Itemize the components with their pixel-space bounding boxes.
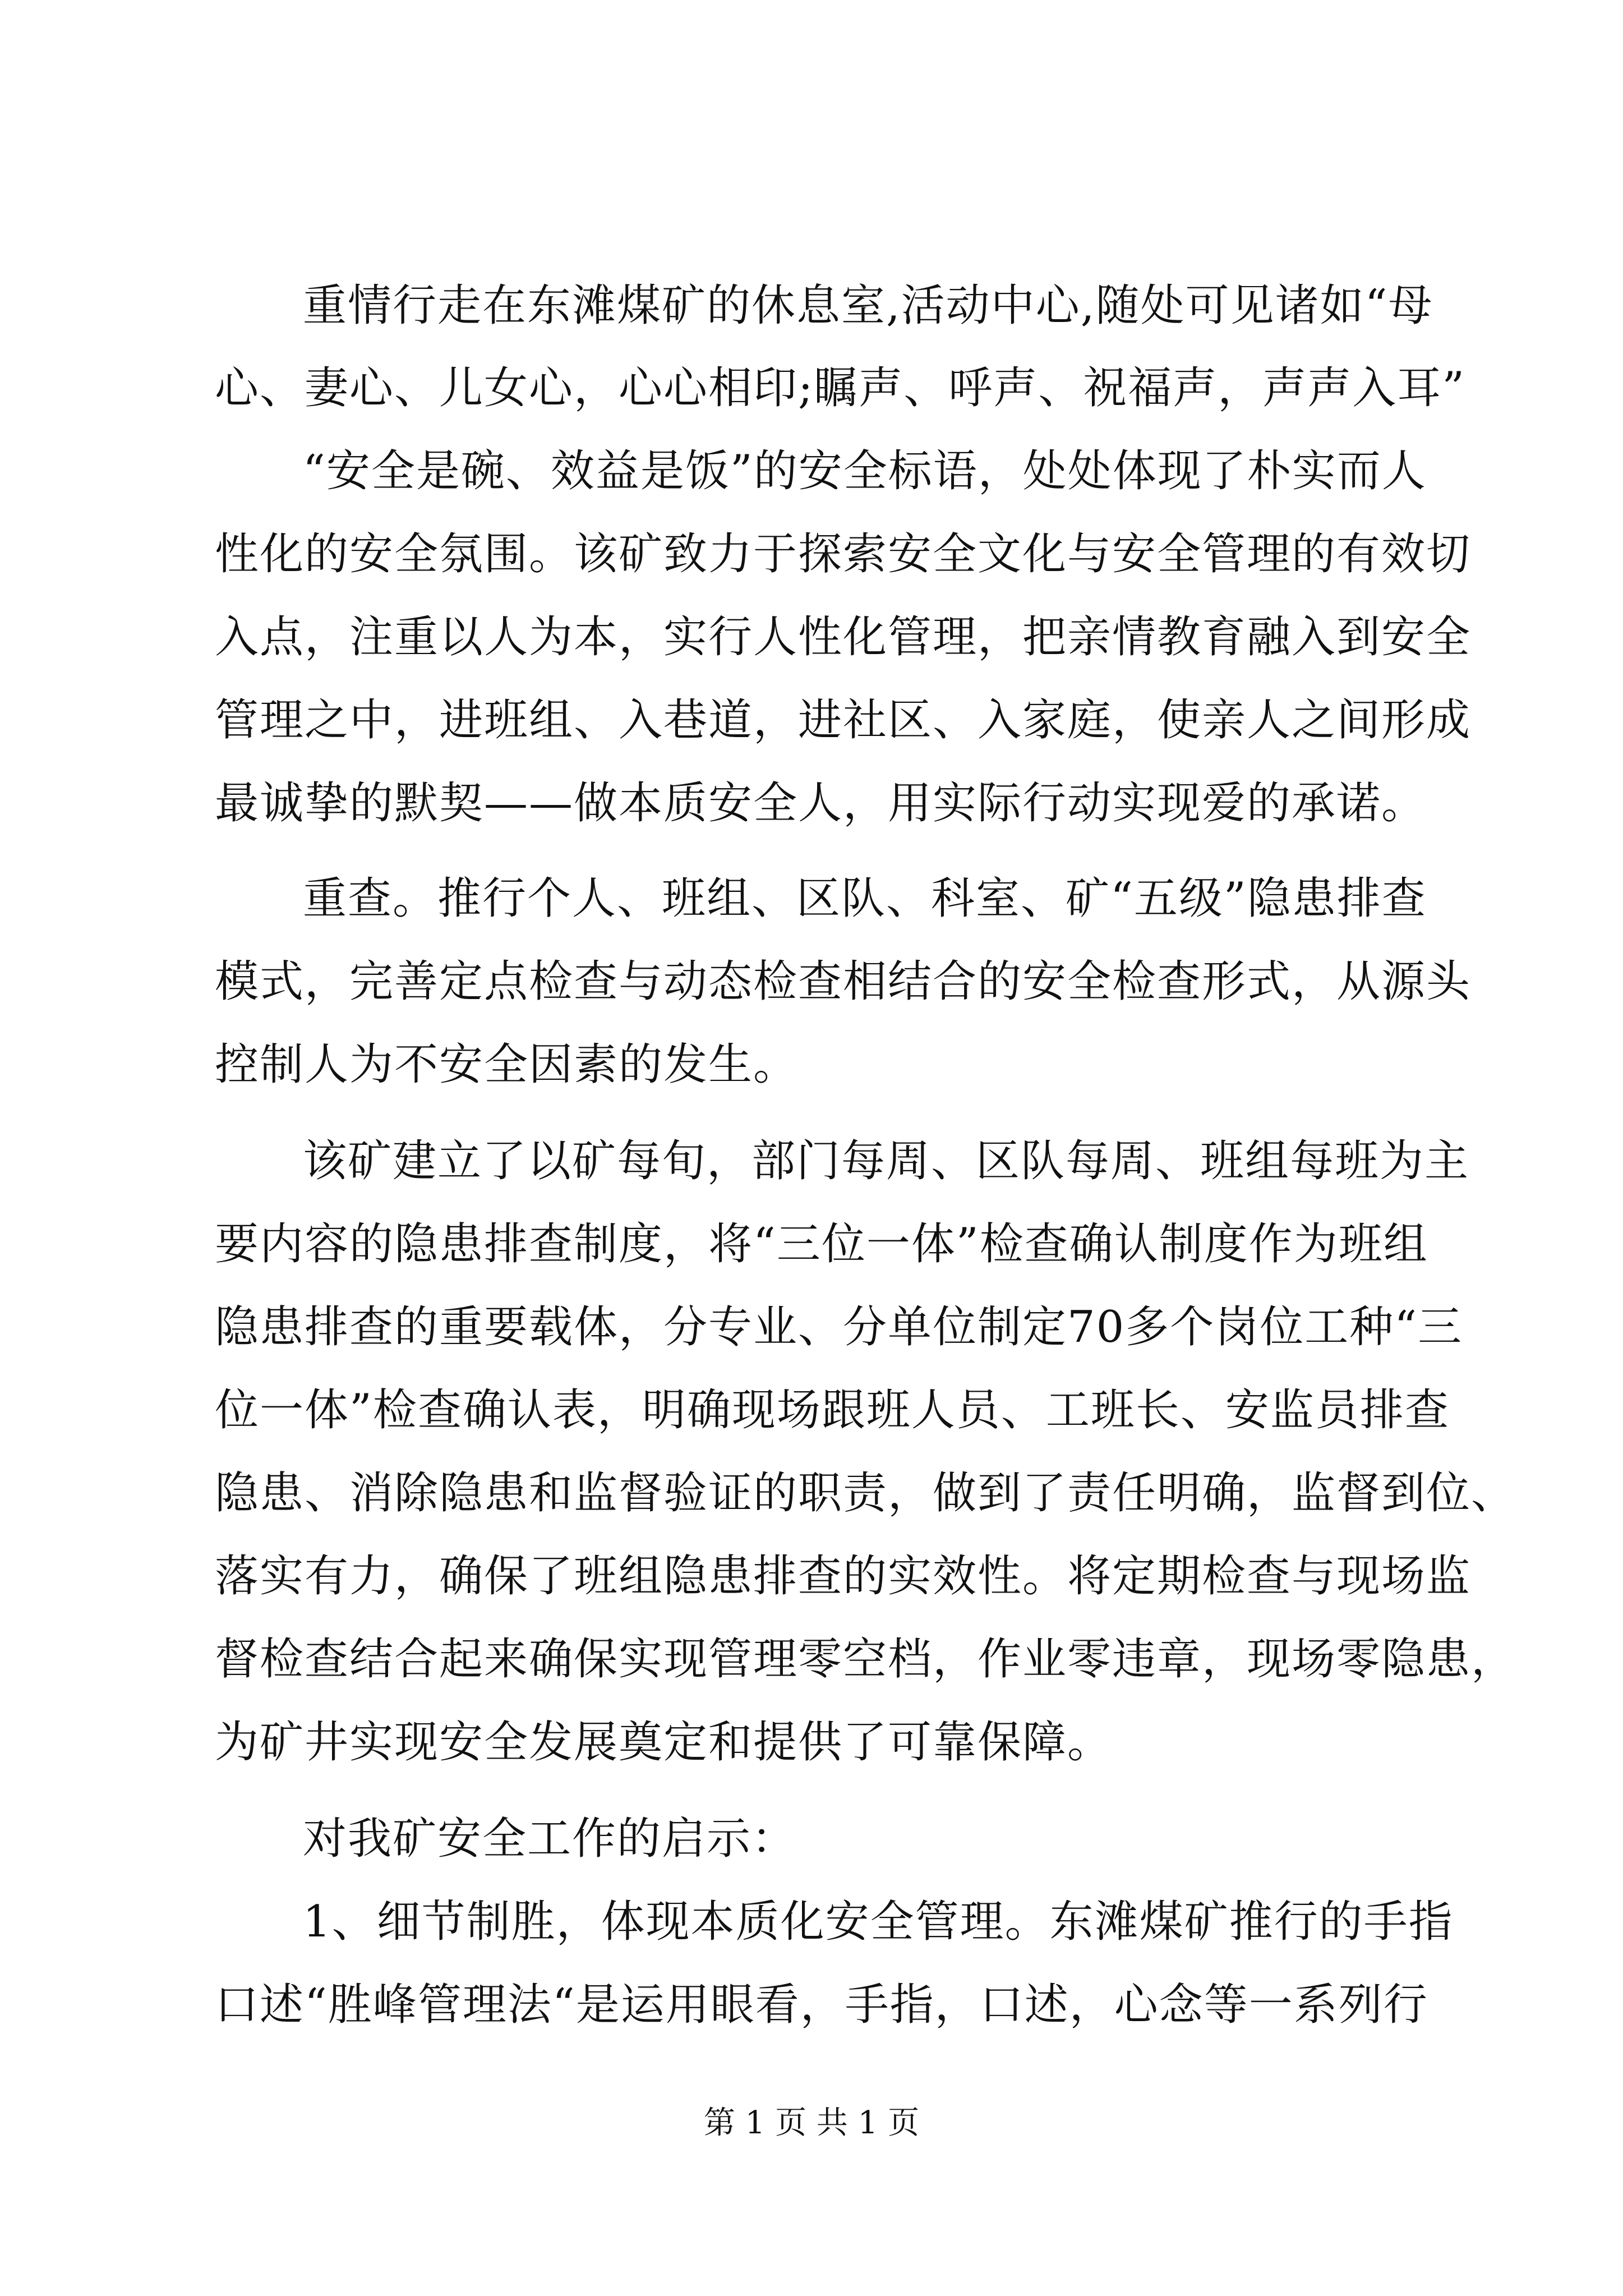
- page-number-footer: 第 1 页 共 1 页: [703, 2105, 920, 2141]
- paragraph-line: 心、妻心、儿女心，心心相印;瞩声、呼声、祝福声，声声入耳”: [215, 363, 1466, 413]
- paragraph-line: 落实有力，确保了班组隐患排查的实效性。将定期检查与现场监: [215, 1551, 1472, 1602]
- paragraph-line: 位一体”检查确认表，明确现场跟班人员、工班长、安监员排查: [215, 1385, 1450, 1435]
- paragraph-line: 1、细节制胜，体现本质化安全管理。东滩煤矿推行的手指: [303, 1897, 1454, 1947]
- paragraph-line: 性化的安全氛围。该矿致力于探索安全文化与安全管理的有效切: [215, 529, 1472, 579]
- paragraph-line: 入点，注重以人为本，实行人性化管理，把亲情教育融入到安全: [215, 612, 1472, 662]
- paragraph-line: 模式，完善定点检查与动态检查相结合的安全检查形式，从源头: [215, 956, 1472, 1007]
- paragraph-line: 该矿建立了以矿每旬，部门每周、区队每周、班组每班为主: [303, 1136, 1470, 1186]
- paragraph-line: 控制人为不安全因素的发生。: [215, 1039, 799, 1090]
- paragraph-line: 为矿井实现安全发展奠定和提供了可靠保障。: [215, 1717, 1113, 1768]
- paragraph-line: 督检查结合起来确保实现管理零空档，作业零违章，现场零隐患，: [215, 1634, 1516, 1685]
- paragraph-line: 重情行走在东滩煤矿的休息室,活动中心,随处可见诸如“母: [303, 280, 1433, 331]
- paragraph-line: 最诚挚的默契——做本质安全人，用实际行动实现爱的承诺。: [215, 778, 1427, 829]
- paragraph-line: 对我矿安全工作的启示：: [303, 1814, 797, 1864]
- paragraph-line: 隐患、消除隐患和监督验证的职责，做到了责任明确，监督到位、: [215, 1468, 1516, 1519]
- paragraph-line: 管理之中，进班组、入巷道，进社区、入家庭，使亲人之间形成: [215, 695, 1472, 746]
- paragraph-line: 隐患排查的重要载体，分专业、分单位制定70多个岗位工种“三: [215, 1302, 1463, 1352]
- paragraph-line: 重查。推行个人、班组、区队、科室、矿“五级”隐患排查: [303, 873, 1427, 924]
- paragraph-line: “安全是碗、效益是饭”的安全标语，处处体现了朴实而人: [303, 446, 1427, 496]
- paragraph-line: 要内容的隐患排查制度，将“三位一体”检查确认制度作为班组: [215, 1219, 1428, 1269]
- paragraph-line: 口述“胜峰管理法“是运用眼看，手指，口述，心念等一系列行: [215, 1980, 1428, 2030]
